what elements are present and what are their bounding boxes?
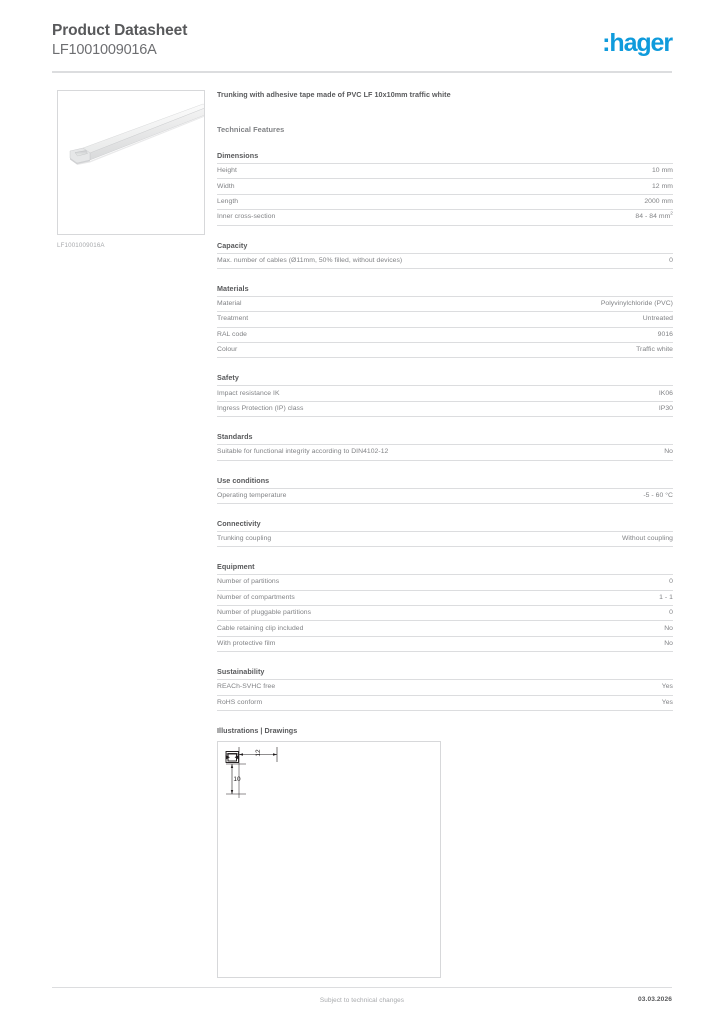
- spec-group-title: Sustainability: [217, 667, 265, 677]
- main-content: [217, 90, 673, 978]
- spec-value: IK06: [658, 389, 673, 397]
- spec-label: Height: [217, 167, 237, 175]
- table-row: [217, 531, 673, 546]
- spec-value: No: [664, 639, 673, 647]
- table-row: [217, 695, 673, 710]
- table-row: [217, 575, 673, 590]
- table-row: [217, 590, 673, 605]
- spec-table: [217, 488, 673, 504]
- product-image-box: [57, 90, 205, 235]
- spec-label: Trunking coupling: [217, 535, 272, 543]
- spec-group-title: Materials: [217, 283, 249, 293]
- product-caption: LF1001009016A: [57, 242, 105, 249]
- spec-table: [217, 253, 673, 269]
- spec-value: [445, 210, 673, 225]
- logo-wordmark: hager: [609, 29, 672, 57]
- spec-group: [217, 519, 673, 547]
- spec-label: Inner cross-section: [217, 213, 276, 221]
- spec-label: Suitable for functional integrity according to DIN4102-12: [217, 448, 389, 456]
- spec-group: [217, 373, 673, 417]
- spec-table: [217, 574, 673, 652]
- spec-table: [217, 679, 673, 711]
- logo-colon-icon: :: [602, 29, 610, 57]
- table-row: [217, 296, 673, 311]
- spec-group-title: Use conditions: [217, 475, 270, 485]
- trunking-product-image: [60, 101, 205, 171]
- footer-divider: [52, 987, 672, 988]
- table-row: [217, 179, 673, 194]
- table-row: [217, 312, 673, 327]
- spec-value: 2000 mm: [644, 197, 673, 205]
- spec-value: 0: [669, 609, 673, 617]
- table-row: [217, 343, 673, 358]
- spec-value: 0: [669, 578, 673, 586]
- spec-label: With protective film: [217, 639, 276, 647]
- spec-group-title: Standards: [217, 432, 253, 442]
- spec-label: Length: [217, 197, 239, 205]
- spec-value: Yes: [661, 683, 673, 691]
- product-description: Trunking with adhesive tape made of PVC LF 10x10mm traffic white: [217, 90, 451, 99]
- table-row: [217, 445, 673, 460]
- spec-group-title: Equipment: [217, 562, 255, 572]
- spec-table: [217, 163, 673, 226]
- spec-table: [217, 296, 673, 359]
- hager-logo: [602, 30, 672, 56]
- spec-value-superscript: 2: [670, 212, 673, 218]
- spec-value: 1 - 1: [659, 593, 673, 601]
- spec-value: Without coupling: [621, 535, 673, 543]
- spec-group-title: Connectivity: [217, 518, 261, 528]
- spec-group: [217, 562, 673, 652]
- spec-label: Width: [217, 182, 235, 190]
- spec-group: [217, 476, 673, 504]
- spec-table: [217, 444, 673, 460]
- spec-label: Treatment: [217, 315, 249, 323]
- product-figure: [57, 90, 205, 249]
- spec-label: Ingress Protection (IP) class: [217, 404, 304, 412]
- spec-value: 9016: [657, 330, 673, 338]
- page-title: Product Datasheet: [52, 22, 188, 39]
- illustrations-heading: Illustrations | Drawings: [217, 725, 298, 735]
- table-row: [217, 210, 673, 225]
- spec-value: Yes: [661, 698, 673, 706]
- footer-note: Subject to technical changes: [319, 997, 405, 1004]
- table-row: [217, 680, 673, 695]
- footer-date: 03.03.2026: [637, 996, 672, 1003]
- spec-label: Number of pluggable partitions: [217, 609, 312, 617]
- table-row: [217, 621, 673, 636]
- spec-label: Impact resistance IK: [217, 389, 280, 397]
- spec-value: IP30: [658, 404, 673, 412]
- spec-label: RAL code: [217, 330, 247, 338]
- spec-group: [217, 667, 673, 711]
- table-row: [217, 488, 673, 503]
- spec-label: Number of compartments: [217, 593, 295, 601]
- spec-label: Max. number of cables (Ø11mm, 50% filled, without devices): [217, 256, 403, 264]
- spec-group: [217, 432, 673, 460]
- product-reference: LF1001009016A: [52, 42, 157, 58]
- table-row: [217, 164, 673, 179]
- table-row: [217, 194, 673, 209]
- table-row: [217, 401, 673, 416]
- spec-group-title: Capacity: [217, 240, 248, 250]
- spec-value: No: [664, 624, 673, 632]
- spec-value: Polyvinylchloride (PVC): [600, 300, 673, 308]
- page-header: [52, 22, 672, 70]
- spec-label: RoHS conform: [217, 698, 263, 706]
- spec-table: [217, 385, 673, 417]
- table-row: [217, 386, 673, 401]
- table-row: [217, 606, 673, 621]
- spec-value: Untreated: [642, 315, 673, 323]
- spec-value: 0: [669, 256, 673, 264]
- spec-value: -5 - 60 °C: [643, 491, 673, 499]
- spec-value: 12 mm: [651, 182, 673, 190]
- spec-label: Cable retaining clip included: [217, 624, 304, 632]
- spec-value: No: [664, 448, 673, 456]
- header-divider: [52, 71, 672, 73]
- spec-value: 10 mm: [651, 167, 673, 175]
- spec-value: Traffic white: [636, 346, 673, 354]
- technical-drawing-box: [217, 741, 441, 978]
- spec-label: Operating temperature: [217, 491, 287, 499]
- spec-label: Colour: [217, 346, 238, 354]
- spec-value-text: 84 - 84 mm: [635, 213, 671, 221]
- spec-label: Number of partitions: [217, 578, 280, 586]
- spec-group-title: Safety: [217, 373, 239, 383]
- spec-group: [217, 241, 673, 269]
- spec-group-title: Dimensions: [217, 151, 259, 160]
- table-row: [217, 636, 673, 651]
- table-row: [217, 327, 673, 342]
- spec-label: REACh-SVHC free: [217, 683, 276, 691]
- spec-label: Material: [217, 300, 242, 308]
- drawing-width-label: 12: [255, 749, 262, 757]
- spec-group: [217, 151, 673, 226]
- spec-groups: [217, 151, 673, 711]
- table-row: [217, 253, 673, 268]
- drawing-height-label: 10: [233, 775, 241, 783]
- spec-table: [217, 531, 673, 547]
- trunking-cross-section-drawing: [218, 742, 442, 979]
- technical-features-heading: Technical Features: [217, 125, 285, 134]
- spec-group: [217, 284, 673, 359]
